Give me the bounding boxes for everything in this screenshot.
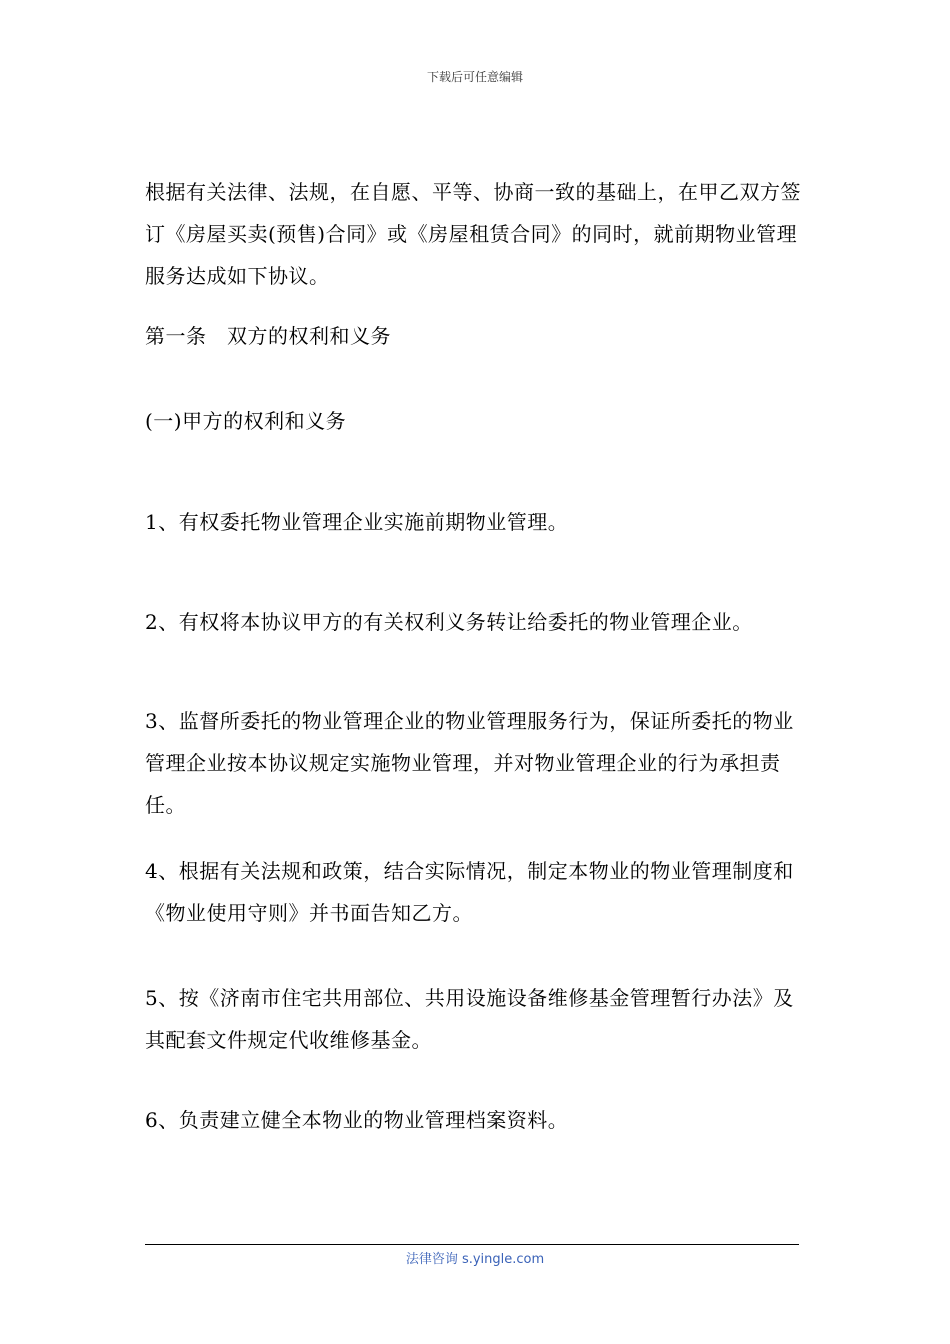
section-title: (一)甲方的权利和义务 bbox=[145, 409, 347, 433]
list-item-1: 1、有权委托物业管理企业实施前期物业管理。 bbox=[145, 510, 569, 534]
intro-paragraph: 根据有关法律、法规，在自愿、平等、协商一致的基础上，在甲乙双方签订《房屋买卖(预售)合同》或《房屋租赁合同》的同时，就前期物业管理服务达成如下协议。 bbox=[145, 180, 801, 288]
list-item-3: 3、监督所委托的物业管理企业的物业管理服务行为，保证所委托的物业管理企业按本协议规定实施物业管理，并对物业管理企业的行为承担责任。 bbox=[145, 709, 794, 817]
footer-link[interactable]: 法律咨询 s.yingle.com bbox=[405, 1252, 545, 1267]
list-item-6: 6、负责建立健全本物业的物业管理档案资料。 bbox=[145, 1108, 569, 1132]
footer-divider bbox=[145, 1244, 799, 1245]
article-title: 第一条 双方的权利和义务 bbox=[145, 324, 391, 348]
header-note: 下载后可任意编辑 bbox=[426, 70, 523, 84]
list-item-4: 4、根据有关法规和政策，结合实际情况，制定本物业的物业管理制度和《物业使用守则》并书面告知乙方。 bbox=[145, 859, 794, 925]
list-item-2: 2、有权将本协议甲方的有关权利义务转让给委托的物业管理企业。 bbox=[145, 610, 753, 634]
list-item-5: 5、按《济南市住宅共用部位、共用设施设备维修基金管理暂行办法》及其配套文件规定代收维修基金。 bbox=[145, 986, 794, 1052]
